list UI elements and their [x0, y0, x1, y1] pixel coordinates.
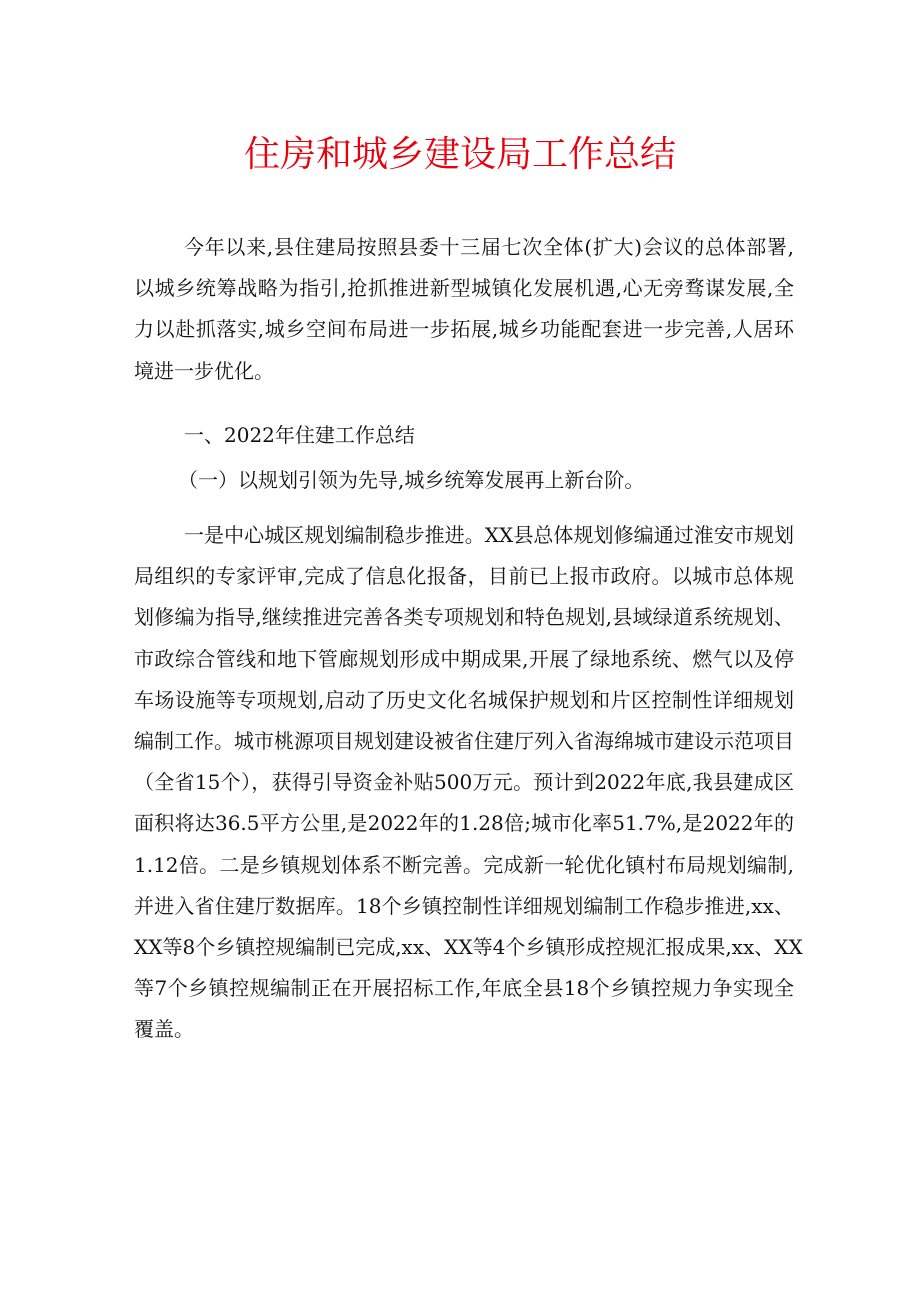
paragraph-line: 局组织的专家评审,完成了信息化报备，目前已上报市政府。以城市总体规 [134, 564, 794, 589]
paragraph-line: 今年以来,县住建局按照县委十三届七次全体(扩大)会议的总体部署, [184, 235, 794, 259]
paragraph-line: （全省15个），获得引导资金补贴500万元。预计到2022年底,我县建成区 [134, 770, 794, 795]
paragraph-line: 1.12倍。二是乡镇规划体系不断完善。完成新一轮优化镇村布局规划编制, [134, 852, 794, 877]
section-heading: 一、2022年住建工作总结 [184, 423, 415, 447]
paragraph-line: 力以赴抓落实,城乡空间布局进一步拓展,城乡功能配套进一步完善,人居环 [134, 317, 794, 342]
paragraph-line: 一是中心城区规划编制稳步推进。XX县总体规划修编通过淮安市规划 [184, 523, 794, 547]
paragraph-line: 以城乡统筹战略为指引,抢抓推进新型城镇化发展机遇,心无旁骛谋发展,全 [134, 276, 794, 301]
paragraph-line: 面积将达36.5平方公里,是2022年的1.28倍;城市化率51.7%,是2022年的 [134, 811, 794, 836]
paragraph-line: 市政综合管线和地下管廊规划形成中期成果,开展了绿地系统、燃气以及停 [134, 646, 794, 671]
paragraph-line: 境进一步优化。 [134, 358, 274, 383]
paragraph-line: 划修编为指导,继续推进完善各类专项规划和特色规划,县域绿道系统规划、 [134, 605, 794, 630]
paragraph-line: 车场设施等专项规划,启动了历史文化名城保护规划和片区控制性详细规划 [134, 687, 794, 712]
paragraph-line: 编制工作。城市桃源项目规划建设被省住建厅列入省海绵城市建设示范项目 [134, 729, 794, 754]
subsection-heading-block [134, 460, 794, 501]
document-title: 住房和城乡建设局工作总结 [243, 134, 676, 175]
section-heading-block [134, 415, 794, 456]
paragraph-line: 覆盖。 [134, 1017, 194, 1042]
paragraph-line: XX等8个乡镇控规编制已完成,xx、XX等4个乡镇形成控规汇报成果,xx、XX [134, 935, 803, 960]
paragraph-line: 等7个乡镇控规编制正在开展招标工作,年底全县18个乡镇控规力争实现全 [134, 976, 794, 1001]
planning-paragraph [134, 515, 803, 1051]
paragraph-line: 并进入省住建厅数据库。18个乡镇控制性详细规划编制工作稳步推进,xx、 [134, 893, 794, 918]
subsection-heading: （一）以规划引领为先导,城乡统筹发展再上新台阶。 [178, 468, 645, 492]
intro-paragraph [134, 227, 794, 392]
